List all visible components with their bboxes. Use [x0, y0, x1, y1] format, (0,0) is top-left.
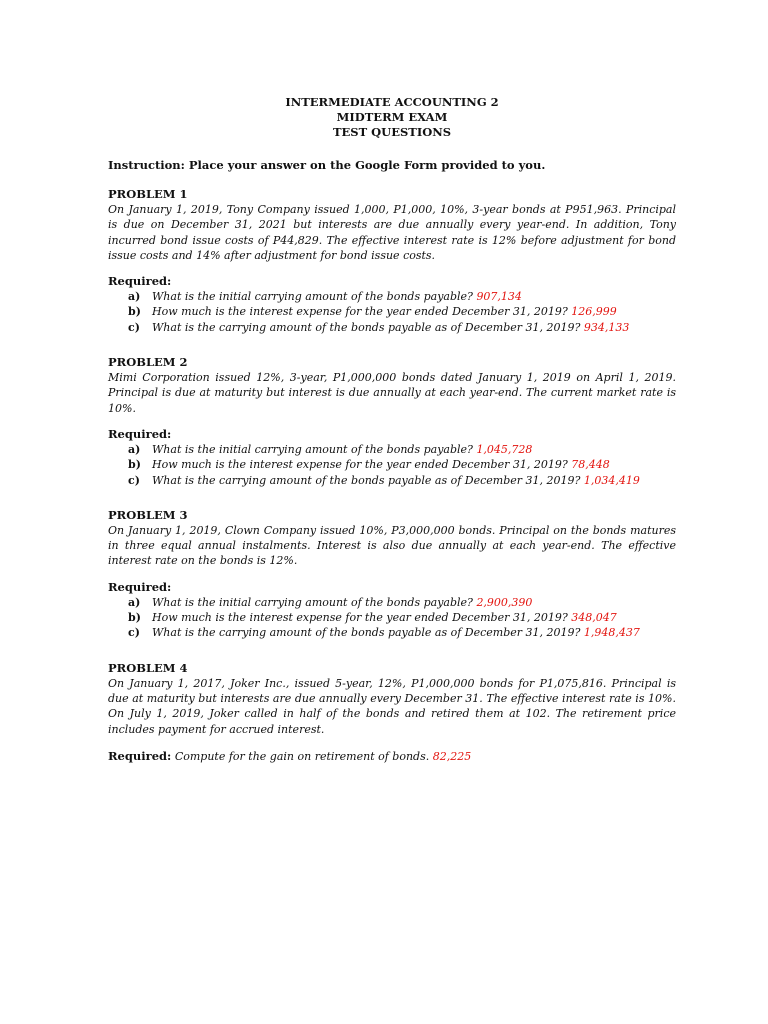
question-item: [108, 625, 676, 640]
problem-title: PROBLEM 3: [108, 507, 188, 522]
question-list: [108, 595, 676, 641]
question-text: What is the initial carrying amount of the bonds payable?: [152, 442, 473, 456]
problem-text: Mimi Corporation issued 12%, 3-year, P1,000,000 bonds dated January 1, 2019 on April 1, 2019. Principal is due at maturity but interest is due annually at each year-end. The current market rate is 10%.: [108, 371, 676, 415]
answer-value: 934,133: [583, 320, 630, 334]
question-letter: b): [128, 458, 141, 472]
problem-title: PROBLEM 1: [108, 187, 188, 201]
question-letter: a): [128, 595, 141, 609]
question-list: [108, 289, 676, 335]
required-label: Required:: [108, 748, 172, 763]
answer-value: 1,034,419: [583, 473, 640, 487]
problem-text: On January 1, 2019, Tony Company issued 1,000, P1,000, 10%, 3-year bonds at P951,963. Principal is due on December 31, 2021 but interests are due annually every year-end. In addition, Tony incurred bond issue costs of P44,829. The effective interest rate is 12% before adjustment for bond issue costs and 14% after adjustment for bond issue costs.: [108, 203, 676, 262]
question-item: [108, 457, 676, 472]
question-text: How much is the interest expense for the year ended December 31, 2019?: [152, 305, 568, 319]
question-text: How much is the interest expense for the year ended December 31, 2019?: [152, 458, 568, 472]
question-list: [108, 442, 676, 488]
question-text: What is the carrying amount of the bonds payable as of December 31, 2019?: [152, 473, 581, 487]
answer-value: 82,225: [432, 749, 472, 763]
question-letter: b): [128, 611, 141, 625]
required-label: Required:: [108, 274, 172, 289]
exam-title: MIDTERM EXAM: [336, 110, 448, 124]
question-letter: c): [128, 626, 140, 640]
answer-value: 126,999: [571, 305, 617, 319]
question-text: What is the carrying amount of the bonds payable as of December 31, 2019?: [152, 320, 581, 334]
answer-value: 78,448: [571, 458, 610, 472]
section-title: TEST QUESTIONS: [332, 125, 452, 139]
question-item: [108, 289, 676, 304]
exam-header: [108, 95, 676, 140]
answer-value: 907,134: [476, 290, 522, 304]
question-letter: a): [128, 442, 141, 456]
problem-text: On January 1, 2017, Joker Inc., issued 5-year, 12%, P1,000,000 bonds for P1,075,816. Principal is due at maturity but interests are due annually every December 31. The effective interest rate is 10%. On July 1, 2019, Joker called in half of the bonds and retired them at 102. The retirement price includes payment for accrued interest.: [108, 676, 676, 736]
problem-text: On January 1, 2019, Clown Company issued 10%, P3,000,000 bonds. Principal on the bonds matures in three equal annual instalments. Interest is also due annually at each year-end. The effective interest rate on the bonds is 12%.: [108, 523, 676, 568]
question-item: [108, 610, 676, 625]
question-text: What is the carrying amount of the bonds payable as of December 31, 2019?: [152, 626, 581, 640]
question-letter: a): [128, 290, 141, 304]
question-text: What is the initial carrying amount of the bonds payable?: [152, 595, 473, 609]
problem-4: [108, 661, 676, 764]
required-label: Required:: [108, 579, 172, 594]
required-label: Required:: [108, 426, 172, 441]
course-title: INTERMEDIATE ACCOUNTING 2: [285, 95, 499, 109]
question-letter: c): [128, 473, 140, 487]
question-text: How much is the interest expense for the year ended December 31, 2019?: [152, 611, 568, 625]
problem-title: PROBLEM 4: [108, 660, 188, 675]
answer-value: 1,948,437: [583, 626, 640, 640]
question-letter: b): [128, 305, 141, 319]
problem-1: [108, 187, 676, 335]
required-text: Compute for the gain on retirement of bonds.: [174, 749, 430, 763]
question-text: What is the initial carrying amount of the bonds payable?: [152, 290, 473, 304]
question-item: [108, 595, 676, 610]
problem-2: [108, 355, 676, 488]
exam-page: [108, 95, 676, 764]
answer-value: 2,900,390: [476, 595, 533, 609]
question-item: [108, 304, 676, 319]
required-line: [108, 749, 676, 764]
answer-value: 1,045,728: [476, 442, 533, 456]
question-item: [108, 320, 676, 335]
question-item: [108, 442, 676, 457]
problem-title: PROBLEM 2: [108, 355, 188, 370]
instruction-text: Instruction: Place your answer on the Google Form provided to you.: [108, 158, 546, 172]
problem-3: [108, 508, 676, 641]
question-item: [108, 473, 676, 488]
question-letter: c): [128, 320, 140, 334]
answer-value: 348,047: [571, 611, 617, 625]
